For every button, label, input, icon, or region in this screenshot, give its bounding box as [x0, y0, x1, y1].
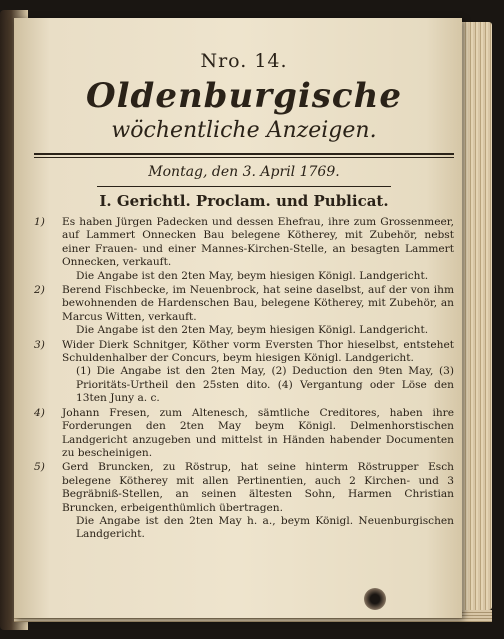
entry-text: Berend Fischbecke, im Neuenbrock, hat seine daselbst, auf der von ihm bewohnenden de Hardenschen Bau, belegene Kötherey, mit Zubehör, an Marcus Witten, verkauft. [62, 284, 454, 323]
entry-text: Gerd Bruncken, zu Röstrup, hat seine hinterm Röstrupper Esch belegene Kötherey mit allen Pertinentien, auch 2 Kirchen- und 3 Begräbniß-Stellen, an seinen ältesten Sohn, Harmen Christian Bruncken, erbeigenthümlich übertragen. [62, 461, 454, 514]
entry-number: 5) [34, 461, 45, 474]
entry-number: 1) [34, 216, 45, 228]
entry-item [34, 407, 454, 461]
entries-list [34, 216, 454, 542]
entry-body [62, 216, 454, 283]
entry-item [34, 461, 454, 541]
entry-number: 4) [34, 406, 45, 419]
entry-note: Die Angabe ist den 2ten May h. a., beym Königl. Neuenburgischen Landgericht. [76, 514, 454, 541]
page-stack-edge [458, 22, 492, 610]
section-title: I. Gerichtl. Proclam. und Publicat. [99, 192, 389, 210]
entry-number: 3) [34, 338, 45, 351]
entry-body [62, 284, 454, 338]
punch-hole-mark [364, 588, 386, 610]
entry-body [62, 461, 454, 541]
header-rule [34, 153, 454, 155]
date-rule [97, 186, 391, 187]
issue-number: Nro. 14. [200, 50, 288, 72]
entry-number: 2) [34, 284, 45, 297]
entry-note: Die Angabe ist den 2ten May, beym hiesigen Königl. Landgericht. [76, 269, 429, 282]
document-page [14, 18, 462, 618]
entry-note: Die Angabe ist den 2ten May, beym hiesigen Königl. Landgericht. [76, 324, 429, 337]
entry-item [34, 339, 454, 406]
entry-item [34, 284, 454, 338]
entry-text: Es haben Jürgen Padecken und dessen Ehefrau, ihre zum Grossenmeer, auf Lammert Onnecken Bau belegene Kötherey, mit Zubehör, nebst einer Frauen- und einer Mannes-Kirchen-Stelle, an besagten Lammert Onnecken, verkauft. [62, 216, 454, 269]
entry-body [62, 407, 454, 461]
header-rule-thin [34, 157, 454, 158]
newspaper-subtitle: wöchentliche Anzeigen. [111, 118, 377, 143]
entry-note: (1) Die Angabe ist den 2ten May, (2) Deduction den 9ten May, (3) Prioritäts-Urtheil den 25sten dito. (4) Vergantung oder Löse den 13ten Juny a. c. [76, 365, 454, 405]
entry-text: Johann Fresen, zum Altenesch, sämtliche Creditores, haben ihre Forderungen den 2ten May beym Königl. Delmenhorstischen Landgericht anzugeben und mittelst in Händen habender Documenten zu bescheinigen. [62, 406, 454, 459]
newspaper-title: Oldenburgische [86, 76, 402, 116]
entry-body [62, 339, 454, 406]
entry-item [34, 216, 454, 283]
page-content [34, 44, 454, 543]
issue-date: Montag, den 3. April 1769. [148, 164, 340, 180]
entry-text: Wider Dierk Schnitger, Köther vorm Eversten Thor hieselbst, entstehet Schuldenhalber der Concurs, beym hiesigen Königl. Landgericht. [62, 338, 454, 365]
